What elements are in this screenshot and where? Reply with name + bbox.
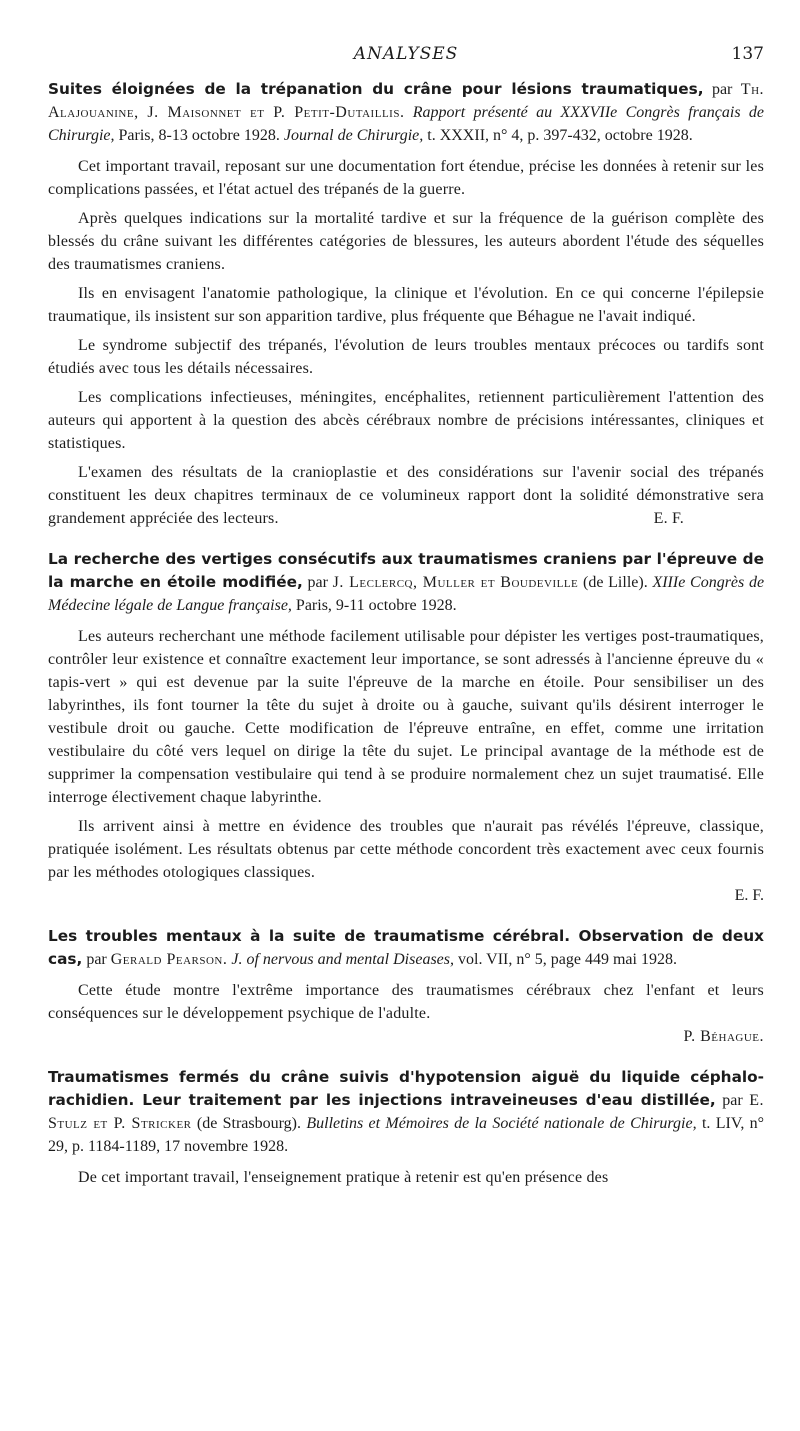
article-source: Bulletins et Mémoires de la Société nationale de Chirurgie, xyxy=(306,1115,697,1132)
article-title: Suites éloignées de la trépanation du crâne pour lésions traumatiques, xyxy=(48,80,704,98)
article-paragraph: Cet important travail, reposant sur une documentation fort étendue, précise les données à retenir sur les complications passées, et l'état actuel des trépanés de la guerre. xyxy=(48,158,764,198)
by-word: par xyxy=(307,574,328,591)
article-origin: (de Strasbourg). xyxy=(196,1115,301,1132)
article-source-details: vol. VII, n° 5, page 449 mai 1928. xyxy=(458,951,677,968)
article-paragraph: Ils arrivent ainsi à mettre en évidence des troubles que n'aurait pas révélés l'épreuve, classique, pratiquée isolément. Les résultats obtenus par cette méthode concordent très exactement avec ceux fournis par les méthodes otologiques classiques. xyxy=(48,818,764,881)
article-citation xyxy=(48,78,764,147)
by-word: par xyxy=(722,1092,743,1109)
article-source-details: Paris, 9-11 octobre 1928. xyxy=(295,597,457,614)
article-title: La recherche des vertiges consécutifs aux traumatismes craniens par l'épreuve de la marche en étoile modifiée, xyxy=(48,550,764,591)
article-title: Les troubles mentaux à la suite de traumatisme cérébral. Observation de deux cas, xyxy=(48,927,764,968)
by-word: par xyxy=(711,81,733,98)
article-paragraph: Ils en envisagent l'anatomie pathologique, la clinique et l'évolution. En ce qui concerne l'épilepsie traumatique, ils insistent sur son apparition tardive, plus fréquente que Béhague ne l'avait indiqué. xyxy=(48,285,764,325)
article-source-details: t. LIV, n° 29, p. 1184-1189, 17 novembre 1928. xyxy=(48,1115,765,1155)
article-journal-details: t. XXXII, n° 4, p. 397-432, octobre 1928. xyxy=(427,127,693,144)
article-paragraph: Après quelques indications sur la mortalité tardive et sur la fréquence de la guérison complète des blessés du crâne suivant les différentes catégories de blessures, les auteurs abordent l'étude des séquelles des traumatismes craniens. xyxy=(48,210,764,273)
article-paragraph-text: L'examen des résultats de la cranioplastie et des considérations sur l'avenir social des trépanés constituent les deux chapitres terminaux de ce volumineux rapport dont la solidité démonstrative sera grandement appréciée des lecteurs. xyxy=(48,464,764,527)
article-citation xyxy=(48,1066,764,1158)
reviewer-signature: E. F. xyxy=(734,887,764,904)
article-hypotension xyxy=(48,1066,764,1189)
document-page xyxy=(48,40,764,1189)
by-word: par xyxy=(86,951,107,968)
article-citation xyxy=(48,548,764,617)
article-troubles-mentaux xyxy=(48,925,764,1048)
article-trepanation xyxy=(48,78,764,530)
article-authors: E. Stulz et P. Stricker xyxy=(48,1092,764,1132)
article-authors: Gerald Pearson. xyxy=(110,951,228,968)
article-paragraph: Les complications infectieuses, méningites, encéphalites, retiennent particulièrement l'attention des auteurs qui apportent à la question des abcès cérébraux nombre de précisions intéressantes, cliniques et statistiques. xyxy=(48,389,764,452)
article-source: Rapport présenté au XXXVIIe Congrès français de Chirurgie, xyxy=(48,104,764,144)
article-paragraph: Le syndrome subjectif des trépanés, l'évolution de leurs troubles mentaux précoces ou tardifs sont étudiés avec tous les détails nécessaires. xyxy=(48,337,764,377)
article-title: Traumatismes fermés du crâne suivis d'hypotension aiguë du liquide céphalo-rachidien. Leur traitement par les injections intraveineuses d'eau distillée, xyxy=(48,1068,764,1109)
article-journal: Journal de Chirurgie, xyxy=(283,127,424,144)
running-header xyxy=(48,40,764,70)
article-paragraph-last xyxy=(48,461,764,530)
article-citation xyxy=(48,925,764,971)
article-source: J. of nervous and mental Diseases, xyxy=(231,951,455,968)
article-vertiges xyxy=(48,548,764,907)
page-number: 137 xyxy=(731,44,764,64)
reviewer-signature: E. F. xyxy=(653,510,684,527)
running-title: ANALYSES xyxy=(353,44,459,64)
article-paragraph: De cet important travail, l'enseignement pratique à retenir est qu'en présence des xyxy=(78,1169,609,1186)
reviewer-signature: P. Béhague. xyxy=(683,1028,764,1045)
article-paragraph: Les auteurs recherchant une méthode facilement utilisable pour dépister les vertiges post-traumatiques, contrôler leur existence et connaître exactement leur importance, se sont adressés à l'ancienne épreuve du « tapis-vert » qui est devenue par la suite l'épreuve de la marche en étoile. Pour sensibiliser un des labyrinthes, ils font tourner la tête du sujet à droite ou à gauche, suivant qu'ils désirent interroger le vestibule droit ou gauche. Cette modification de l'épreuve entraîne, en effet, comme une irritation vestibulaire du côté vers lequel on dirige la tête du sujet. Le principal avantage de la méthode est de supprimer la compensation vestibulaire qui tend à se produire normalement chez un sujet traumatisé. Elle interroge électivement chaque labyrinthe. xyxy=(48,628,764,806)
article-paragraph: Cette étude montre l'extrême importance des traumatismes cérébraux chez l'enfant et leurs conséquences sur le développement psychique de l'adulte. xyxy=(48,982,764,1022)
article-source-details: Paris, 8-13 octobre 1928. xyxy=(118,127,280,144)
article-origin: (de Lille). xyxy=(583,574,648,591)
article-authors: J. Leclercq, Muller et Boudeville xyxy=(332,574,579,591)
article-source: XIIIe Congrès de Médecine légale de Langue française, xyxy=(48,574,765,614)
article-authors: Th. Alajouanine, J. Maisonnet et P. Petit-Dutaillis. xyxy=(48,81,765,121)
